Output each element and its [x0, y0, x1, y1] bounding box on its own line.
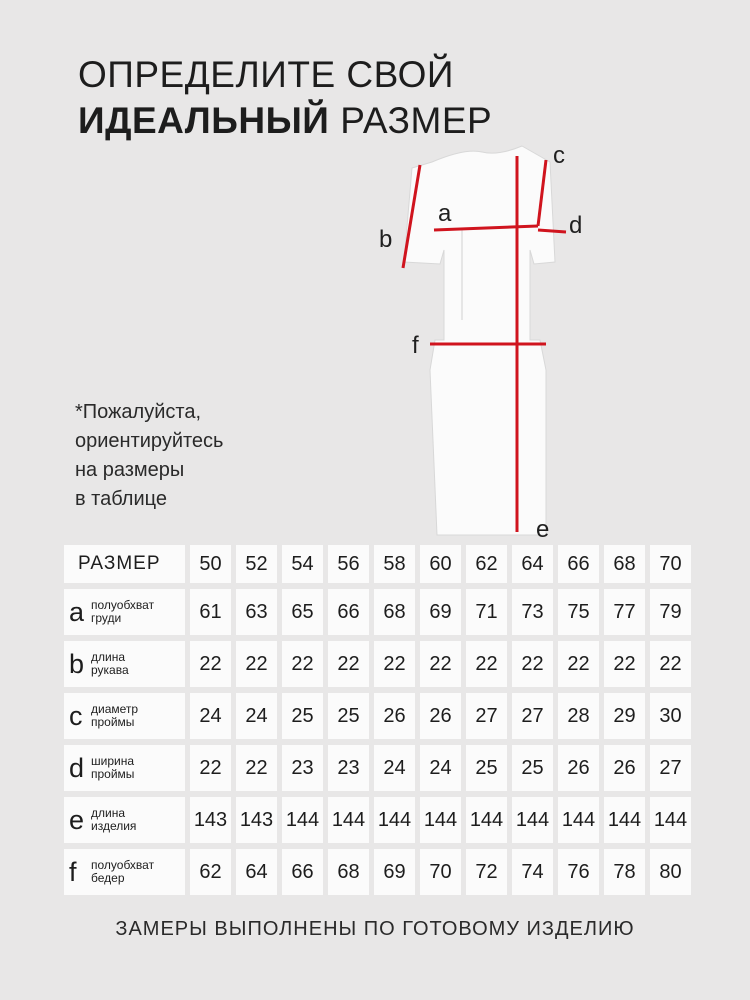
table-cell: 25: [466, 745, 507, 791]
table-cell: 22: [328, 641, 369, 687]
measurement-description-line: груди: [91, 611, 122, 625]
note-line: ориентируйтесь: [75, 430, 224, 452]
table-cell: 27: [650, 745, 691, 791]
table-cell: 75: [558, 589, 599, 635]
note-line: в таблице: [75, 488, 167, 510]
dress-figure: [370, 140, 600, 550]
table-cell: 22: [236, 641, 277, 687]
table-cell: 22: [512, 641, 553, 687]
figure-label-d: d: [569, 212, 583, 239]
size-header-cell: 70: [650, 545, 691, 583]
table-cell: 64: [236, 849, 277, 895]
size-header-cell: 52: [236, 545, 277, 583]
table-cell: 27: [466, 693, 507, 739]
size-header-cell: 50: [190, 545, 231, 583]
measurement-description-line: изделия: [91, 819, 137, 833]
title-bold-word: ИДЕАЛЬНЫЙ: [78, 100, 330, 141]
footer-caption: ЗАМЕРЫ ВЫПОЛНЕНЫ ПО ГОТОВОМУ ИЗДЕЛИЮ: [115, 918, 635, 940]
table-cell: 26: [604, 745, 645, 791]
figure-label-c: c: [553, 142, 565, 169]
table-cell: 22: [190, 641, 231, 687]
title-rest-word: РАЗМЕР: [340, 100, 493, 141]
figure-label-a: a: [438, 200, 452, 227]
measurement-letter: e: [69, 804, 85, 835]
measurement-description-line: длина: [91, 650, 126, 664]
table-cell: 72: [466, 849, 507, 895]
table-row: [64, 641, 696, 687]
measurement-letter: d: [69, 752, 85, 783]
size-header-cell: 68: [604, 545, 645, 583]
table-row: [64, 693, 696, 739]
table-cell: 144: [282, 797, 323, 843]
measurement-letter: b: [69, 648, 85, 679]
table-cell: 79: [650, 589, 691, 635]
table-cell: 24: [236, 693, 277, 739]
table-cell: 144: [466, 797, 507, 843]
figure-label-e: e: [536, 516, 550, 543]
table-cell: 74: [512, 849, 553, 895]
measurement-letter: a: [69, 596, 85, 627]
table-row: [64, 849, 696, 895]
table-cell: 22: [604, 641, 645, 687]
size-note: [75, 398, 223, 514]
size-header-cell: 62: [466, 545, 507, 583]
table-cell: 143: [236, 797, 277, 843]
table-row: [64, 745, 696, 791]
table-cell: 65: [282, 589, 323, 635]
table-cell: 63: [236, 589, 277, 635]
table-cell: 22: [466, 641, 507, 687]
title-line-1: ОПРЕДЕЛИТЕ СВОЙ: [78, 54, 454, 95]
measurement-description-line: рукава: [91, 663, 129, 677]
table-cell: 22: [236, 745, 277, 791]
table-cell: 68: [374, 589, 415, 635]
measurement-label-cell: [64, 797, 185, 843]
table-cell: 26: [374, 693, 415, 739]
table-cell: 30: [650, 693, 691, 739]
table-row: [64, 589, 696, 635]
measurement-description-line: полуобхват: [91, 858, 155, 872]
table-cell: 144: [420, 797, 461, 843]
figure-label-f: f: [412, 332, 419, 359]
measurement-description: [91, 859, 154, 885]
table-cell: 61: [190, 589, 231, 635]
page-title: [78, 52, 492, 144]
measurement-description: [91, 755, 134, 781]
table-cell: 66: [328, 589, 369, 635]
measurement-description-line: проймы: [91, 767, 135, 781]
table-cell: 76: [558, 849, 599, 895]
table-row: [64, 797, 696, 843]
table-cell: 26: [558, 745, 599, 791]
table-cell: 24: [420, 745, 461, 791]
measurement-description-line: проймы: [91, 715, 135, 729]
table-cell: 71: [466, 589, 507, 635]
table-cell: 22: [374, 641, 415, 687]
table-cell: 22: [190, 745, 231, 791]
table-cell: 68: [328, 849, 369, 895]
size-header-cell: 64: [512, 545, 553, 583]
size-header-cell: 66: [558, 545, 599, 583]
measurement-label-cell: [64, 745, 185, 791]
measurement-description: [91, 651, 129, 677]
table-cell: 26: [420, 693, 461, 739]
table-header-row: [64, 545, 696, 583]
measurement-description-line: диаметр: [91, 702, 139, 716]
table-cell: 22: [650, 641, 691, 687]
note-line: *Пожалуйста,: [75, 401, 202, 423]
table-cell: 144: [512, 797, 553, 843]
table-cell: 24: [190, 693, 231, 739]
table-cell: 69: [374, 849, 415, 895]
table-cell: 22: [558, 641, 599, 687]
measurement-description-line: ширина: [91, 754, 135, 768]
size-header-cell: 56: [328, 545, 369, 583]
table-cell: 70: [420, 849, 461, 895]
table-cell: 27: [512, 693, 553, 739]
measurement-description-line: длина: [91, 806, 126, 820]
table-cell: 66: [282, 849, 323, 895]
table-cell: 69: [420, 589, 461, 635]
measurement-label-cell: [64, 589, 185, 635]
dress-body: [404, 146, 555, 535]
measurement-description-line: бедер: [91, 871, 125, 885]
table-cell: 29: [604, 693, 645, 739]
size-header-cell: 58: [374, 545, 415, 583]
table-cell: 62: [190, 849, 231, 895]
measurement-label-cell: [64, 849, 185, 895]
table-cell: 144: [650, 797, 691, 843]
table-cell: 77: [604, 589, 645, 635]
measurement-description: [91, 807, 136, 833]
table-cell: 25: [282, 693, 323, 739]
table-cell: 73: [512, 589, 553, 635]
table-cell: 80: [650, 849, 691, 895]
measurement-description-line: полуобхват: [91, 598, 155, 612]
size-header-cell: 60: [420, 545, 461, 583]
table-cell: 23: [282, 745, 323, 791]
table-cell: 25: [512, 745, 553, 791]
measurement-letter: c: [69, 700, 83, 731]
measurement-label-cell: [64, 641, 185, 687]
size-header-cell: 54: [282, 545, 323, 583]
table-cell: 78: [604, 849, 645, 895]
table-cell: 25: [328, 693, 369, 739]
table-cell: 28: [558, 693, 599, 739]
note-line: на размеры: [75, 459, 185, 481]
table-cell: 22: [420, 641, 461, 687]
measurement-letter: f: [69, 856, 77, 887]
table-cell: 143: [190, 797, 231, 843]
table-cell: 24: [374, 745, 415, 791]
table-cell: 23: [328, 745, 369, 791]
table-cell: 144: [374, 797, 415, 843]
dress-illustration: [370, 140, 600, 550]
table-cell: 144: [328, 797, 369, 843]
measurement-label-cell: [64, 693, 185, 739]
figure-label-b: b: [379, 226, 393, 253]
title-line-2: [78, 98, 492, 144]
measurement-description: [91, 703, 138, 729]
measure-line-d: [538, 230, 566, 232]
measurement-description: [91, 599, 154, 625]
table-cell: 144: [604, 797, 645, 843]
table-cell: 22: [282, 641, 323, 687]
table-cell: 144: [558, 797, 599, 843]
size-header-label: РАЗМЕР: [64, 545, 185, 583]
size-table: [64, 545, 696, 901]
